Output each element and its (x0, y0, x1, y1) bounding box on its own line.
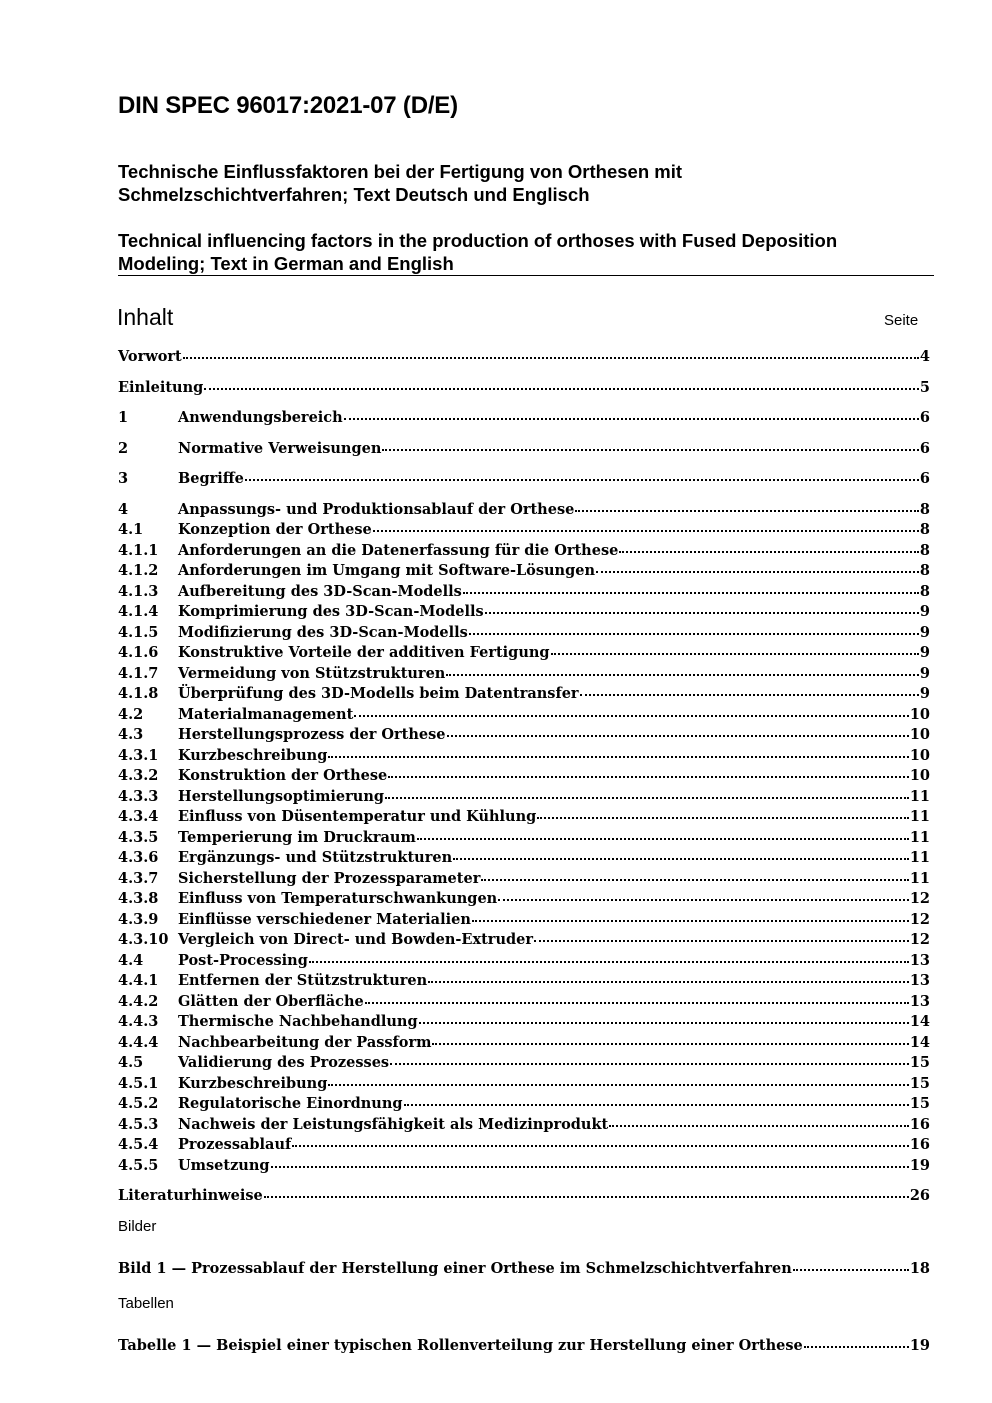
leader-dots (580, 680, 919, 696)
toc-entry-title: Einfluss von Düsentemperatur und Kühlung (178, 808, 537, 825)
toc-entry[interactable] (118, 1113, 930, 1134)
table-list-entry[interactable] (118, 1334, 930, 1355)
toc-entry-title: Nachbearbeitung der Passform (178, 1033, 432, 1051)
leader-dots (309, 947, 909, 963)
table-entry-page: 19 (909, 1337, 930, 1354)
toc-entry[interactable] (118, 621, 930, 642)
toc-entry-number: 3 (118, 470, 129, 487)
toc-entry-number: 4.1.6 (118, 644, 159, 661)
toc-entry[interactable] (118, 467, 930, 488)
toc-entry[interactable] (118, 805, 930, 826)
toc-entry-page: 15 (909, 1054, 930, 1071)
toc-entry-number: 4.3.7 (118, 869, 159, 887)
leader-dots (447, 721, 909, 737)
toc-entry[interactable] (118, 928, 930, 949)
toc-entry[interactable] (118, 518, 930, 539)
toc-entry-number: 4.5.5 (118, 1156, 159, 1174)
toc-entry-number: 4.1.3 (118, 582, 159, 600)
toc-entry-page: 6 (919, 470, 930, 487)
toc-entry[interactable] (118, 600, 930, 621)
leader-dots (328, 742, 908, 758)
leader-dots (385, 783, 909, 799)
title-german (118, 160, 938, 206)
toc-entry-page: 16 (909, 1136, 930, 1153)
toc-entry-page: 8 (919, 500, 930, 518)
leader-dots (537, 803, 909, 819)
toc-entry-title: Materialmanagement (178, 705, 354, 723)
toc-entry-number: 4.5 (118, 1054, 144, 1071)
toc-entry-page: 11 (909, 808, 930, 825)
toc-entry-page: 9 (919, 623, 930, 641)
toc-entry-title: Aufbereitung des 3D-Scan-Modells (178, 582, 462, 600)
leader-dots (596, 557, 919, 573)
toc-entry-number: 4.4 (118, 951, 144, 969)
toc-entry-page: 13 (909, 992, 930, 1010)
title-english-line-2: Modeling; Text in German and English (118, 253, 454, 274)
toc-entry-page: 26 (909, 1187, 930, 1204)
toc-entry-page: 11 (909, 828, 930, 846)
leader-dots (534, 926, 909, 942)
toc-entry[interactable] (118, 703, 930, 724)
toc-entry-page: 6 (919, 409, 930, 426)
toc-entry-number: 4.4.1 (118, 972, 159, 989)
leader-dots (365, 988, 909, 1004)
toc-entry-title: Herstellungsoptimierung (178, 787, 385, 805)
leader-dots (793, 1255, 909, 1271)
leader-dots (485, 598, 919, 614)
toc-entry-title: Regulatorische Einordnung (178, 1095, 403, 1112)
leader-dots (481, 865, 908, 881)
toc-entry[interactable] (118, 969, 930, 990)
leader-dots (463, 578, 919, 594)
toc-entry-page: 14 (909, 1033, 930, 1051)
toc-entry-title: Begriffe (178, 470, 244, 487)
leader-dots (373, 516, 919, 532)
leader-dots (804, 1332, 909, 1348)
leader-dots (575, 496, 919, 512)
toc-entry-title: Prozessablauf (178, 1136, 292, 1153)
toc-entry-title: Komprimierung des 3D-Scan-Modells (178, 603, 484, 620)
toc-entry-title: Temperierung im Druckraum (178, 828, 416, 846)
leader-dots (354, 701, 909, 717)
toc-entry[interactable] (118, 376, 930, 397)
toc-heading: Inhalt (117, 304, 174, 330)
toc-entry-title: Anpassungs- und Produktionsablauf der Orthese (178, 500, 575, 518)
toc-entry-title: Anforderungen im Umgang mit Software-Lösungen (178, 562, 595, 579)
leader-dots (432, 1029, 908, 1045)
toc-entry[interactable] (118, 867, 930, 888)
leader-dots (390, 1049, 909, 1065)
leader-dots (609, 1111, 909, 1127)
toc-entry-page: 15 (909, 1074, 930, 1092)
toc-entry-page: 5 (919, 378, 930, 396)
toc-entry-number: 4.4.3 (118, 1013, 159, 1030)
toc-entry-page: 12 (909, 931, 930, 948)
toc-entry-title: Nachweis der Leistungsfähigkeit als Medizinprodukt (178, 1115, 609, 1133)
leader-dots (498, 885, 909, 901)
toc-entry-page: 12 (909, 890, 930, 907)
toc-entry[interactable] (118, 1133, 930, 1154)
toc-entry-page: 4 (919, 348, 930, 365)
toc-entry-title: Vermeidung von Stützstrukturen (178, 664, 446, 682)
title-german-line-2: Schmelzschichtverfahren; Text Deutsch und Englisch (118, 184, 590, 205)
leader-dots (292, 1131, 909, 1147)
tables-list-label: Tabellen (118, 1295, 174, 1312)
toc-entry-number: 4.5.1 (118, 1074, 159, 1092)
toc-entry-page: 9 (919, 664, 930, 682)
toc-entry[interactable] (118, 949, 930, 970)
toc-entry-title: Validierung des Prozesses (178, 1054, 390, 1071)
title-german-line-1: Technische Einflussfaktoren bei der Fertigung von Orthesen mit (118, 161, 683, 182)
toc-entry-title: Überprüfung des 3D-Modells beim Datentransfer (178, 685, 579, 702)
toc-entry[interactable] (118, 682, 930, 703)
toc-entry[interactable] (118, 437, 930, 458)
leader-dots (388, 762, 909, 778)
toc-entry-number: 4.3.4 (118, 808, 159, 825)
toc-entry-number: 4.3.6 (118, 849, 159, 866)
toc-entry-title: Sicherstellung der Prozessparameter (178, 869, 481, 887)
toc-entry-title: Kurzbeschreibung (178, 746, 328, 764)
toc-entry-title: Anforderungen an die Datenerfassung für die Orthese (178, 541, 619, 559)
toc-entry-title: Einflüsse verschiedener Materialien (178, 910, 471, 928)
toc-entry-number: 4.3.3 (118, 787, 159, 805)
toc-entry-number: 4.1.4 (118, 603, 159, 620)
leader-dots (264, 1182, 909, 1198)
leader-dots (419, 1008, 909, 1024)
toc-entry-title: Entfernen der Stützstrukturen (178, 972, 428, 989)
toc-entry[interactable] (118, 1092, 930, 1113)
toc-entry[interactable] (118, 1072, 930, 1093)
toc-entry[interactable] (118, 846, 930, 867)
toc-entry-number: 4.3.1 (118, 746, 159, 764)
title-english (118, 229, 938, 275)
toc-entry-number: 4.3.5 (118, 828, 159, 846)
toc-entry-number: 4.1 (118, 521, 144, 538)
toc-entry-number: 4.2 (118, 705, 144, 723)
toc-entry[interactable] (118, 1184, 930, 1205)
leader-dots (453, 844, 909, 860)
toc-entry-title: Einfluss von Temperaturschwankungen (178, 890, 498, 907)
toc-entry[interactable] (118, 723, 930, 744)
leader-dots (619, 537, 919, 553)
toc-entry-title: Modifizierung des 3D-Scan-Modells (178, 623, 468, 641)
toc-entry[interactable] (118, 1154, 930, 1175)
toc-entry-title: Glätten der Oberfläche (178, 992, 364, 1010)
toc-entry-title: Konstruktion der Orthese (178, 767, 388, 784)
toc-entry-number: 4.1.7 (118, 664, 159, 682)
toc-entry-page: 9 (919, 603, 930, 620)
toc-entry-page: 9 (919, 685, 930, 702)
toc-entry-number: 4 (118, 500, 129, 518)
toc-entry[interactable] (118, 345, 930, 366)
figure-entry-title: Bild 1 — Prozessablauf der Herstellung einer Orthese im Schmelzschichtverfahren (118, 1260, 792, 1277)
toc-entry-title: Vorwort (118, 348, 182, 365)
toc-entry-title: Ergänzungs- und Stützstrukturen (178, 849, 453, 866)
toc-entry-page: 10 (909, 746, 930, 764)
toc-entry-page: 11 (909, 849, 930, 866)
toc-entry-page: 13 (909, 951, 930, 969)
toc-entry-title: Kurzbeschreibung (178, 1074, 328, 1092)
toc-entry-page: 10 (909, 767, 930, 784)
leader-dots (183, 343, 919, 359)
toc-entry[interactable] (118, 641, 930, 662)
toc-entry-title: Anwendungsbereich (178, 409, 343, 426)
toc-entry-number: 4.5.3 (118, 1115, 159, 1133)
toc-entry-page: 10 (909, 726, 930, 743)
toc-entry-page: 12 (909, 910, 930, 928)
figures-list-label: Bilder (118, 1218, 157, 1235)
toc-entry-title: Vergleich von Direct- und Bowden-Extruder (178, 931, 533, 948)
leader-dots (245, 465, 919, 481)
table-entry-title: Tabelle 1 — Beispiel einer typischen Rollenverteilung zur Herstellung einer Orthese (118, 1337, 803, 1354)
title-divider (118, 275, 934, 276)
toc-entry-number: 4.1.2 (118, 562, 159, 579)
figure-list-entry[interactable] (118, 1257, 930, 1278)
toc-entry-page: 15 (909, 1095, 930, 1112)
leader-dots (469, 619, 919, 635)
toc-entry-title: Umsetzung (178, 1156, 270, 1174)
toc-entry-title: Thermische Nachbehandlung (178, 1013, 418, 1030)
toc-entry-number: 4.5.2 (118, 1095, 159, 1112)
toc-entry-title: Literaturhinweise (118, 1187, 263, 1204)
leader-dots (404, 1090, 909, 1106)
toc-entry-page: 9 (919, 644, 930, 661)
toc-entry[interactable] (118, 539, 930, 560)
toc-entry-page: 14 (909, 1013, 930, 1030)
toc-entry-number: 4.3.10 (118, 931, 169, 948)
toc-entry-number: 4.3.9 (118, 910, 159, 928)
toc-entry-number: 2 (118, 439, 129, 457)
toc-entry-title: Normative Verweisungen (178, 439, 382, 457)
document-id-title: DIN SPEC 96017:2021-07 (D/E) (118, 92, 458, 119)
title-english-line-1: Technical influencing factors in the production of orthoses with Fused Deposition (118, 230, 838, 251)
leader-dots (472, 906, 909, 922)
toc-entry-number: 4.1.8 (118, 685, 159, 702)
toc-entry-title: Einleitung (118, 378, 204, 396)
toc-entry[interactable] (118, 785, 930, 806)
toc-entry-page: 6 (919, 439, 930, 457)
toc-entry-page: 8 (919, 521, 930, 538)
toc-entry-page: 10 (909, 705, 930, 723)
figure-entry-page: 18 (909, 1260, 930, 1277)
leader-dots (446, 660, 919, 676)
table-of-contents (118, 345, 930, 1205)
leader-dots (417, 824, 909, 840)
toc-entry[interactable] (118, 826, 930, 847)
toc-entry[interactable] (118, 498, 930, 519)
leader-dots (271, 1152, 909, 1168)
toc-entry-page: 19 (909, 1156, 930, 1174)
toc-entry-page: 8 (919, 562, 930, 579)
toc-entry-page: 8 (919, 541, 930, 559)
leader-dots (428, 967, 909, 983)
toc-entry-page: 11 (909, 869, 930, 887)
toc-entry-number: 4.3 (118, 726, 144, 743)
toc-entry[interactable] (118, 406, 930, 427)
toc-entry[interactable] (118, 908, 930, 929)
toc-entry-number: 1 (118, 409, 129, 426)
toc-entry[interactable] (118, 990, 930, 1011)
toc-entry[interactable] (118, 1051, 930, 1072)
toc-entry-number: 4.3.8 (118, 890, 159, 907)
toc-entry-number: 4.3.2 (118, 767, 159, 784)
toc-entry-number: 4.1.5 (118, 623, 159, 641)
toc-entry[interactable] (118, 744, 930, 765)
toc-entry-page: 8 (919, 582, 930, 600)
toc-entry-title: Post-Processing (178, 951, 308, 969)
leader-dots (551, 639, 919, 655)
toc-entry-title: Konzeption der Orthese (178, 521, 372, 538)
toc-entry-number: 4.1.1 (118, 541, 159, 559)
toc-entry[interactable] (118, 1031, 930, 1052)
toc-entry[interactable] (118, 887, 930, 908)
toc-entry[interactable] (118, 559, 930, 580)
toc-entry[interactable] (118, 580, 930, 601)
toc-entry[interactable] (118, 1010, 930, 1031)
toc-entry-page: 13 (909, 972, 930, 989)
toc-page-column-label: Seite (884, 312, 919, 329)
toc-entry-title: Konstruktive Vorteile der additiven Fertigung (178, 644, 550, 661)
toc-entry-page: 11 (909, 787, 930, 805)
toc-entry[interactable] (118, 662, 930, 683)
toc-entry-number: 4.5.4 (118, 1136, 159, 1153)
toc-entry-page: 16 (909, 1115, 930, 1133)
toc-entry[interactable] (118, 764, 930, 785)
leader-dots (344, 404, 919, 420)
leader-dots (382, 435, 919, 451)
toc-entry-title: Herstellungsprozess der Orthese (178, 726, 446, 743)
leader-dots (328, 1070, 908, 1086)
leader-dots (204, 374, 919, 390)
toc-entry-number: 4.4.4 (118, 1033, 159, 1051)
toc-entry-number: 4.4.2 (118, 992, 159, 1010)
